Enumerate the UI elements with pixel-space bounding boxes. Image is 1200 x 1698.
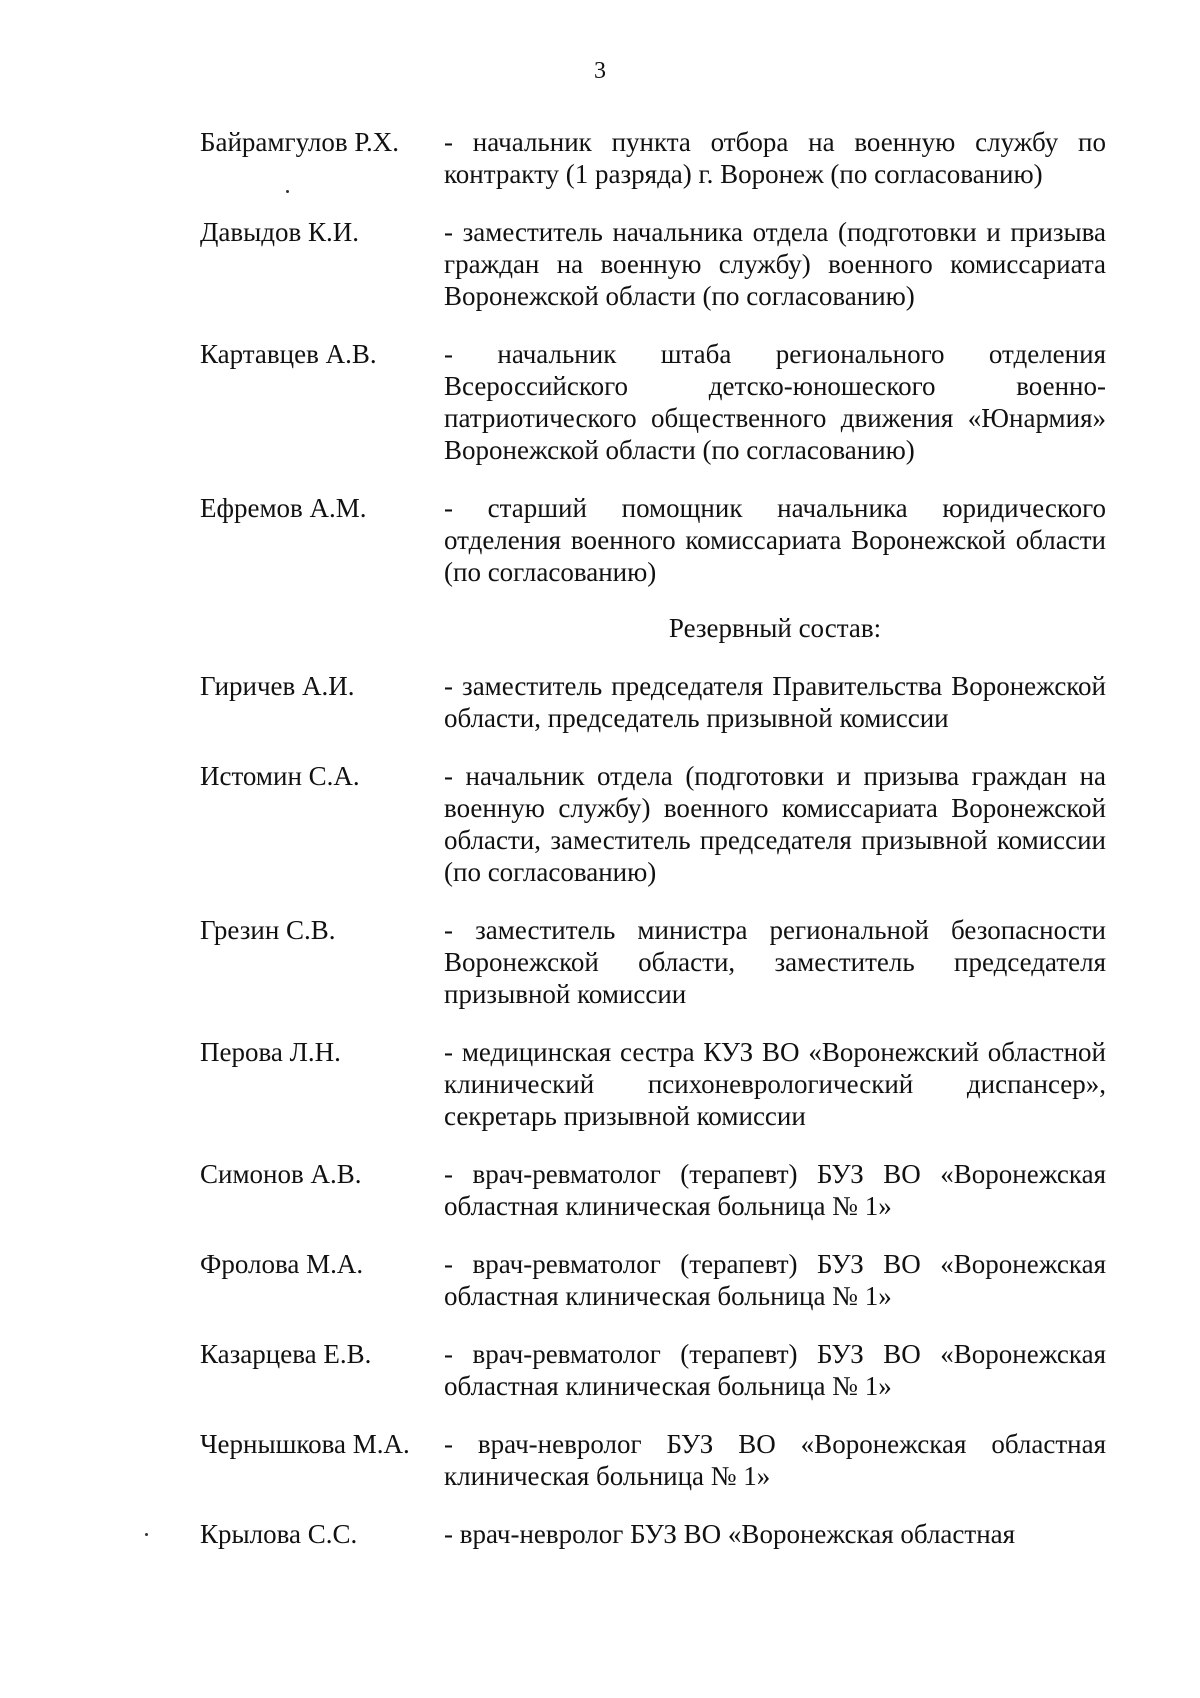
member-position: - медицинская сестра КУЗ ВО «Воронежский областной клинический психоневрологический диспансер», секретарь призывной комиссии — [444, 1037, 1106, 1131]
member-position: - врач-ревматолог (терапевт) БУЗ ВО «Воронежская областная клиническая больница № 1» — [444, 1159, 1106, 1221]
member-name: Крылова С.С. — [200, 1519, 358, 1549]
reserve-member-entry — [200, 1036, 1110, 1132]
member-position: - начальник отдела (подготовки и призыва граждан на военную службу) военного комиссариата Воронежской области, заместитель председателя призывной комиссии (по согласованию) — [444, 761, 1106, 887]
member-list — [200, 126, 1110, 1576]
member-name: Чернышкова М.А. — [200, 1429, 410, 1459]
member-entry — [200, 216, 1110, 312]
member-name: Байрамгулов Р.Х. — [200, 127, 400, 157]
reserve-member-entry — [200, 914, 1110, 1010]
member-name: Картавцев А.В. — [200, 339, 377, 369]
reserve-member-entry — [200, 1248, 1110, 1312]
member-entry — [200, 126, 1110, 190]
member-name: Грезин С.В. — [200, 915, 336, 945]
member-position: - старший помощник начальника юридического отделения военного комиссариата Воронежской области (по согласованию) — [444, 493, 1106, 587]
member-position: - начальник штаба регионального отделения Всероссийского детско-юношеского военно-патриотического общественного движения «Юнармия» Воронежской области (по согласованию) — [444, 339, 1106, 465]
reserve-member-entry — [200, 670, 1110, 734]
member-position: - врач-ревматолог (терапевт) БУЗ ВО «Воронежская областная клиническая больница № 1» — [444, 1339, 1106, 1401]
scan-speck — [286, 190, 289, 193]
member-name: Истомин С.А. — [200, 761, 360, 791]
member-name: Ефремов А.М. — [200, 493, 367, 523]
member-name: Перова Л.Н. — [200, 1037, 341, 1067]
member-entry — [200, 492, 1110, 588]
scan-speck — [145, 1533, 148, 1536]
reserve-member-entry — [200, 1158, 1110, 1222]
member-name: Казарцева Е.В. — [200, 1339, 372, 1369]
page-number: 3 — [594, 58, 606, 84]
reserve-member-entry — [200, 1428, 1110, 1492]
member-entry — [200, 338, 1110, 466]
member-name: Фролова М.А. — [200, 1249, 364, 1279]
member-position: - врач-невролог БУЗ ВО «Воронежская областная — [444, 1519, 1016, 1549]
reserve-member-entry — [200, 760, 1110, 888]
reserve-member-entry — [200, 1518, 1110, 1550]
member-name: Давыдов К.И. — [200, 217, 360, 247]
member-name: Гиричев А.И. — [200, 671, 355, 701]
reserve-member-entry — [200, 1338, 1110, 1402]
member-position: - заместитель председателя Правительства Воронежской области, председатель призывной комиссии — [444, 671, 1106, 733]
member-position: - врач-невролог БУЗ ВО «Воронежская областная клиническая больница № 1» — [444, 1429, 1106, 1491]
member-position: - заместитель начальника отдела (подготовки и призыва граждан на военную службу) военного комиссариата Воронежской области (по согласованию) — [444, 217, 1106, 311]
member-position: - врач-ревматолог (терапевт) БУЗ ВО «Воронежская областная клиническая больница № 1» — [444, 1249, 1106, 1311]
reserve-section-heading: Резервный состав: — [668, 613, 882, 643]
member-name: Симонов А.В. — [200, 1159, 362, 1189]
member-position: - заместитель министра региональной безопасности Воронежской области, заместитель председателя призывной комиссии — [444, 915, 1106, 1009]
member-position: - начальник пункта отбора на военную службу по контракту (1 разряда) г. Воронеж (по согласованию) — [444, 127, 1106, 189]
